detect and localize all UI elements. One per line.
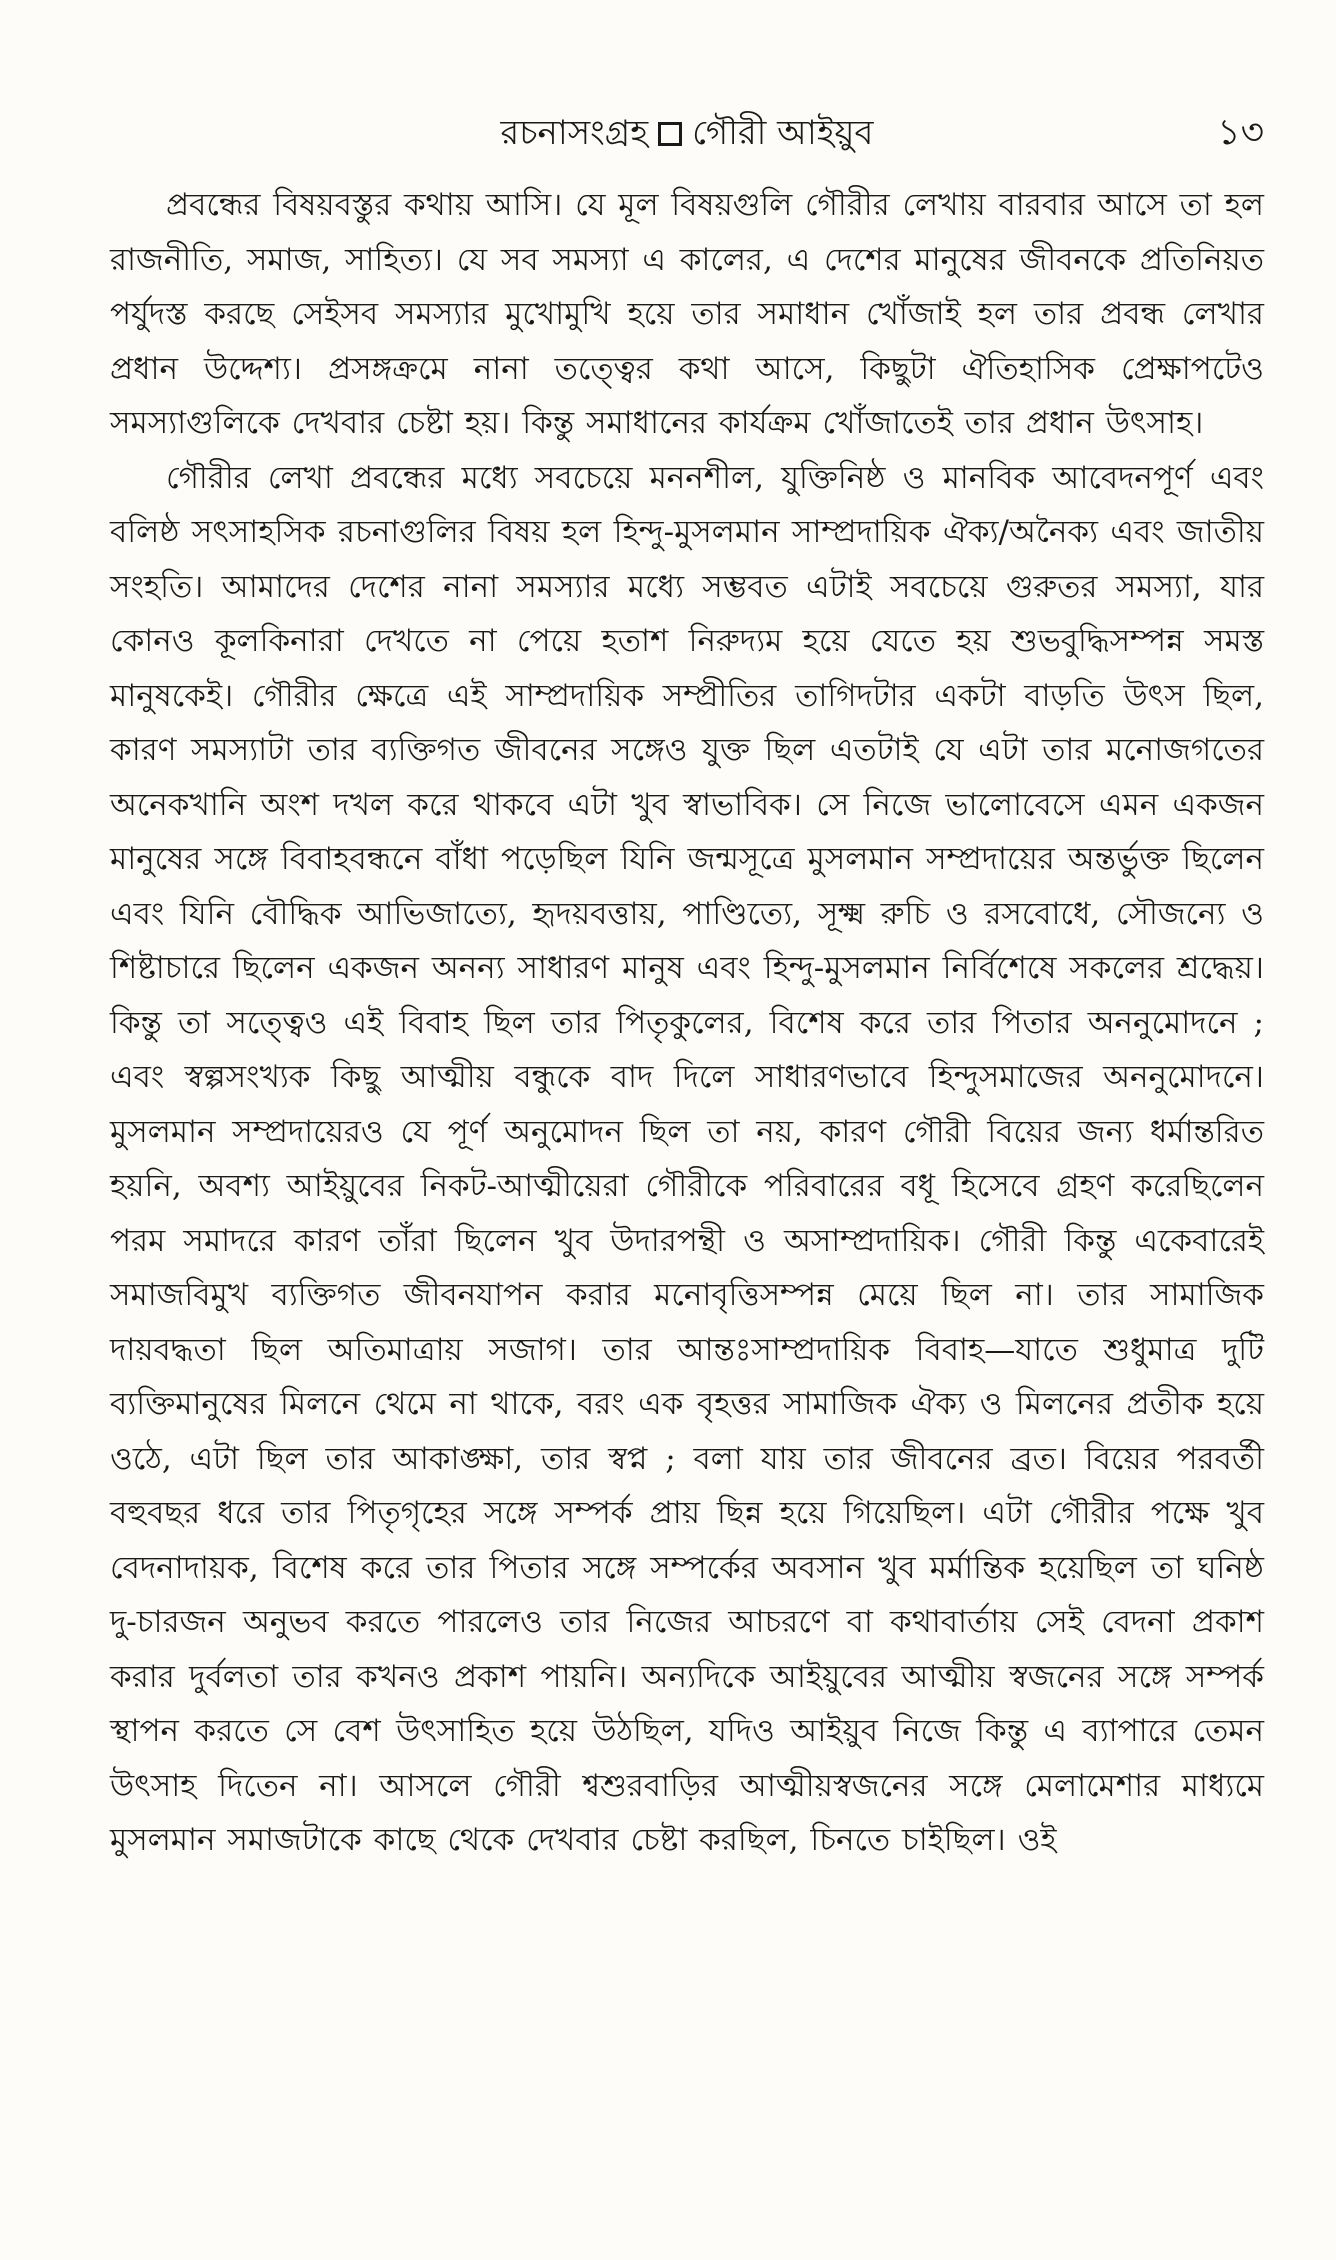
paragraph: প্রবন্ধের বিষয়বস্তুর কথায় আসি। যে মূল বিষয়গুলি গৌরীর লেখায় বারবার আসে তা হল রাজনীতি, সমাজ, সাহিত্য। যে সব সমস্যা এ কালের, এ দেশের মানুষের জীবনকে প্রতিনিয়ত পর্যুদস্ত করছে সেইসব সমস্যার মুখোমুখি হয়ে তার সমাধান খোঁজাই হল তার প্রবন্ধ লেখার প্রধান উদ্দেশ্য। প্রসঙ্গক্রমে নানা তত্ত্বের কথা আসে, কিছুটা ঐতিহাসিক প্রেক্ষাপটেও সমস্যাগুলিকে দেখবার চেষ্টা হয়। কিন্তু সমাধানের কার্যক্রম খোঁজাতেই তার প্রধান উৎসাহ।	[110, 187, 1264, 441]
page-number: ১৩	[1217, 112, 1264, 153]
paragraph: গৌরীর লেখা প্রবন্ধের মধ্যে সবচেয়ে মননশীল, যুক্তিনিষ্ঠ ও মানবিক আবেদনপূর্ণ এবং বলিষ্ঠ সৎসাহসিক রচনাগুলির বিষয় হল হিন্দু-মুসলমান সাম্প্রদায়িক ঐক্য/অনৈক্য এবং জাতীয় সংহতি। আমাদের দেশের নানা সমস্যার মধ্যে সম্ভবত এটাই সবচেয়ে গুরুতর সমস্যা, যার কোনও কূলকিনারা দেখতে না পেয়ে হতাশ নিরুদ্যম হয়ে যেতে হয় শুভবুদ্ধিসম্পন্ন সমস্ত মানুষকেই। গৌরীর ক্ষেত্রে এই সাম্প্রদায়িক সম্প্রীতির তাগিদটার একটা বাড়তি উৎস ছিল, কারণ সমস্যাটা তার ব্যক্তিগত জীবনের সঙ্গেও যুক্ত ছিল এতটাই যে এটা তার মনোজগতের অনেকখানি অংশ দখল করে থাকবে এটা খুব স্বাভাবিক। সে নিজে ভালোবেসে এমন একজন মানুষের সঙ্গে বিবাহবন্ধনে বাঁধা পড়েছিল যিনি জন্মসূত্রে মুসলমান সম্প্রদায়ের অন্তর্ভুক্ত ছিলেন এবং যিনি বৌদ্ধিক আভিজাত্যে, হৃদয়বত্তায়, পাণ্ডিত্যে, সূক্ষ্ম রুচি ও রসবোধে, সৌজন্যে ও শিষ্টাচারে ছিলেন একজন অনন্য সাধারণ মানুষ এবং হিন্দু-মুসলমান নির্বিশেষে সকলের শ্রদ্ধেয়। কিন্তু তা সত্ত্বেও এই বিবাহ ছিল তার পিতৃকুলের, বিশেষ করে তার পিতার অননুমোদনে ; এবং স্বল্পসংখ্যক কিছু আত্মীয় বন্ধুকে বাদ দিলে সাধারণভাবে হিন্দুসমাজের অননুমোদনে। মুসলমান সম্প্রদায়েরও যে পূর্ণ অনুমোদন ছিল তা নয়, কারণ গৌরী বিয়ের জন্য ধর্মান্তরিত হয়নি, অবশ্য আইয়ুবের নিকট-আত্মীয়েরা গৌরীকে পরিবারের বধূ হিসেবে গ্রহণ করেছিলেন পরম সমাদরে কারণ তাঁরা ছিলেন খুব উদারপন্থী ও অসাম্প্রদায়িক। গৌরী কিন্তু একেবারেই সমাজবিমুখ ব্যক্তিগত জীবনযাপন করার মনোবৃত্তিসম্পন্ন মেয়ে ছিল না। তার সামাজিক দায়বদ্ধতা ছিল অতিমাত্রায় সজাগ। তার আন্তঃসাম্প্রদায়িক বিবাহ—যাতে শুধুমাত্র দুটি ব্যক্তিমানুষের মিলনে থেমে না থাকে, বরং এক বৃহত্তর সামাজিক ঐক্য ও মিলনের প্রতীক হয়ে ওঠে, এটা ছিল তার আকাঙ্ক্ষা, তার স্বপ্ন ; বলা যায় তার জীবনের ব্রত। বিয়ের পরবর্তী বহুবছর ধরে তার পিতৃগৃহের সঙ্গে সম্পর্ক প্রায় ছিন্ন হয়ে গিয়েছিল। এটা গৌরীর পক্ষে খুব বেদনাদায়ক, বিশেষ করে তার পিতার সঙ্গে সম্পর্কের অবসান খুব মর্মান্তিক হয়েছিল তা ঘনিষ্ঠ দু-চারজন অনুভব করতে পারলেও তার নিজের আচরণে বা কথাবার্তায় সেই বেদনা প্রকাশ করার দুর্বলতা তার কখনও প্রকাশ পায়নি। অন্যদিকে আইয়ুবের আত্মীয় স্বজনের সঙ্গে সম্পর্ক স্থাপন করতে সে বেশ উৎসাহিত হয়ে উঠছিল, যদিও আইয়ুব নিজে কিন্তু এ ব্যাপারে তেমন উৎসাহ দিতেন না। আসলে গৌরী শ্বশুরবাড়ির আত্মীয়স্বজনের সঙ্গে মেলামেশার মাধ্যমে মুসলমান সমাজটাকে কাছে থেকে দেখবার চেষ্টা করছিল, চিনতে চাইছিল। ওই	[110, 459, 1264, 1858]
separator-box-icon	[658, 122, 682, 146]
author-name: গৌরী আইয়ুব	[692, 113, 874, 153]
running-head	[110, 108, 1264, 158]
running-head-title	[110, 108, 1264, 158]
body-text	[110, 178, 1264, 1868]
book-title: রচনাসংগ্রহ	[500, 113, 649, 153]
